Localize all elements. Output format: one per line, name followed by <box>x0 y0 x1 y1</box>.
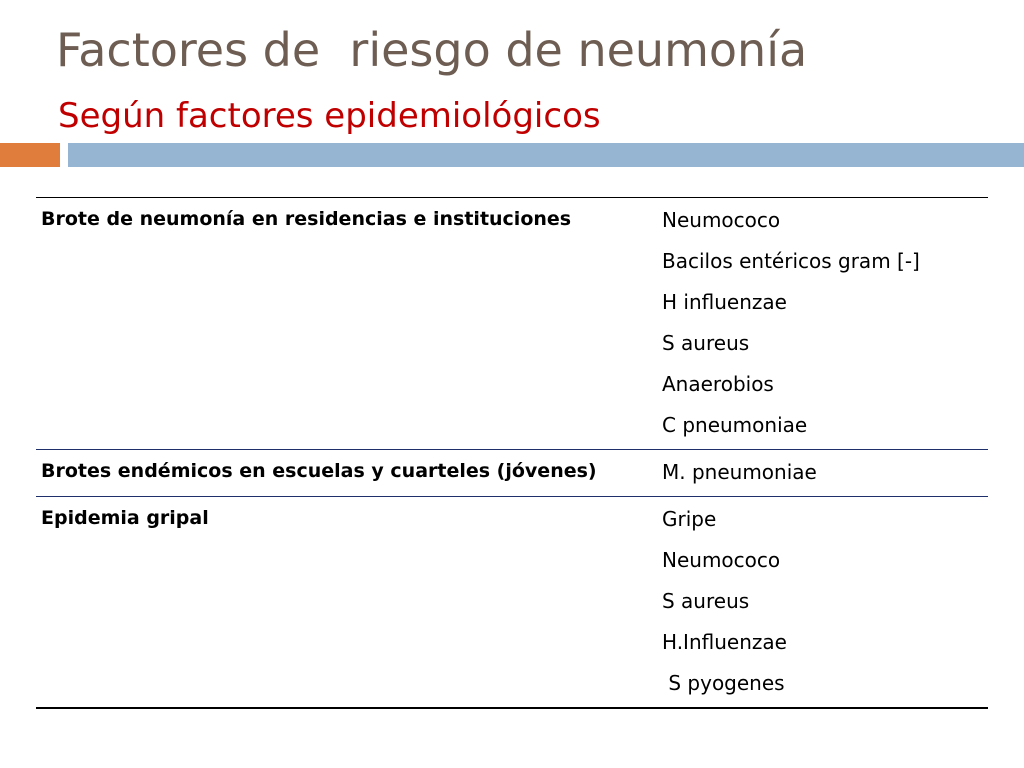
table-row <box>36 197 988 450</box>
pathogen-item: H influenzae <box>662 290 787 314</box>
pathogen-list <box>648 450 988 496</box>
pathogen-item: S aureus <box>662 331 750 355</box>
pathogen-list <box>648 497 988 707</box>
risk-factor-label: Epidemia gripal <box>41 507 209 529</box>
pathogen-item: Bacilos entéricos gram [-] <box>662 249 920 273</box>
accent-bar-orange <box>0 143 60 167</box>
pathogen-item: Gripe <box>662 507 717 531</box>
pathogen-item: M. pneumoniae <box>662 460 817 484</box>
pathogen-item: S pyogenes <box>662 671 785 695</box>
risk-factor-table <box>36 197 988 709</box>
accent-bar-blue <box>68 143 1024 167</box>
pathogen-item: S aureus <box>662 589 750 613</box>
pathogen-item: C pneumoniae <box>662 413 808 437</box>
slide-subtitle: Según factores epidemiológicos <box>58 96 601 136</box>
table-row <box>36 497 988 709</box>
pathogen-list <box>648 198 988 449</box>
pathogen-item: Anaerobios <box>662 372 774 396</box>
pathogen-item: H.Influenzae <box>662 630 787 654</box>
pathogen-item: Neumococo <box>662 208 781 232</box>
pathogen-item: Neumococo <box>662 548 781 572</box>
risk-factor-label: Brote de neumonía en residencias e instituciones <box>41 208 572 230</box>
slide-title: Factores de riesgo de neumonía <box>56 23 808 77</box>
table-row <box>36 450 988 497</box>
risk-factor-label: Brotes endémicos en escuelas y cuarteles (jóvenes) <box>41 460 597 482</box>
